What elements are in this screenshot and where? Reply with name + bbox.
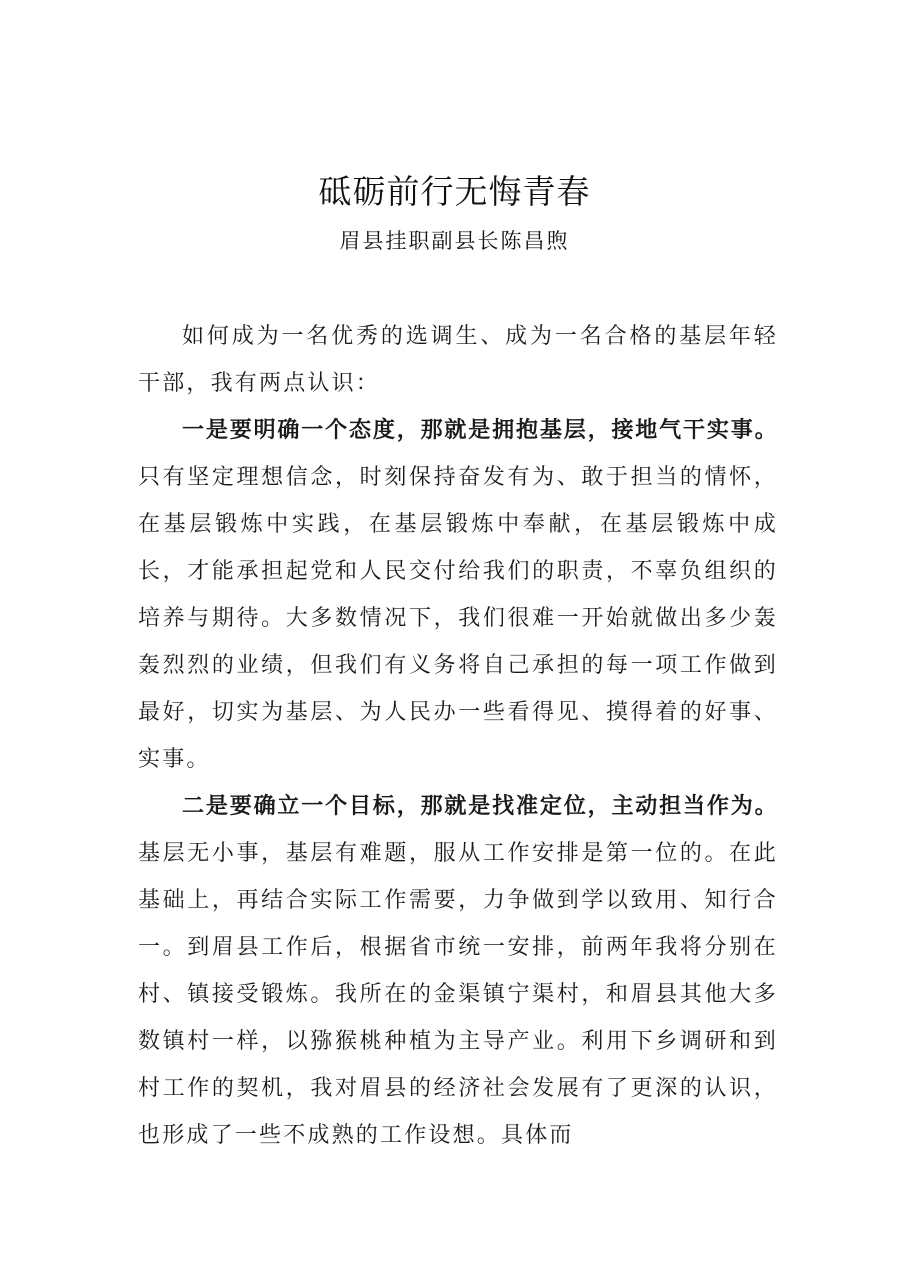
document-title: 砥砺前行无悔青春 [318,172,591,211]
document-body [138,313,778,1159]
document-subtitle: 眉县挂职副县长陈昌煦 [339,229,570,253]
paragraph-text: 如何成为一名优秀的选调生、成为一名合格的基层年轻干部，我有两点认识： [138,324,778,396]
paragraph-text: 只有坚定理想信念，时刻保持奋发有为、敢于担当的情怀，在基层锻炼中实践，在基层锻炼中奉献，在基层锻炼中成长，才能承担起党和人民交付给我们的职责，不辜负组织的培养与期待。大多数情况下，我们很难一开始就做出多少轰轰烈烈的业绩，但我们有义务将自己承担的每一项工作做到最好，切实为基层、为人民办一些看得见、摸得着的好事、实事。 [138,465,778,772]
paragraph-point-one [138,407,778,783]
paragraph-lead: 二是要确立一个目标，那就是找准定位，主动担当作为。 [182,794,778,819]
paragraph-intro [138,313,778,407]
paragraph-lead: 一是要明确一个态度，那就是拥抱基层，接地气干实事。 [182,418,778,443]
paragraph-text: 基层无小事，基层有难题，服从工作安排是第一位的。在此基础上，再结合实际工作需要，力争做到学以致用、知行合一。到眉县工作后，根据省市统一安排，前两年我将分别在村、镇接受锻炼。我所在的金渠镇宁渠村，和眉县其他大多数镇村一样，以猕猴桃种植为主导产业。利用下乡调研和到村工作的契机，我对眉县的经济社会发展有了更深的认识，也形成了一些不成熟的工作设想。具体而 [138,841,778,1148]
paragraph-point-two [138,783,778,1159]
